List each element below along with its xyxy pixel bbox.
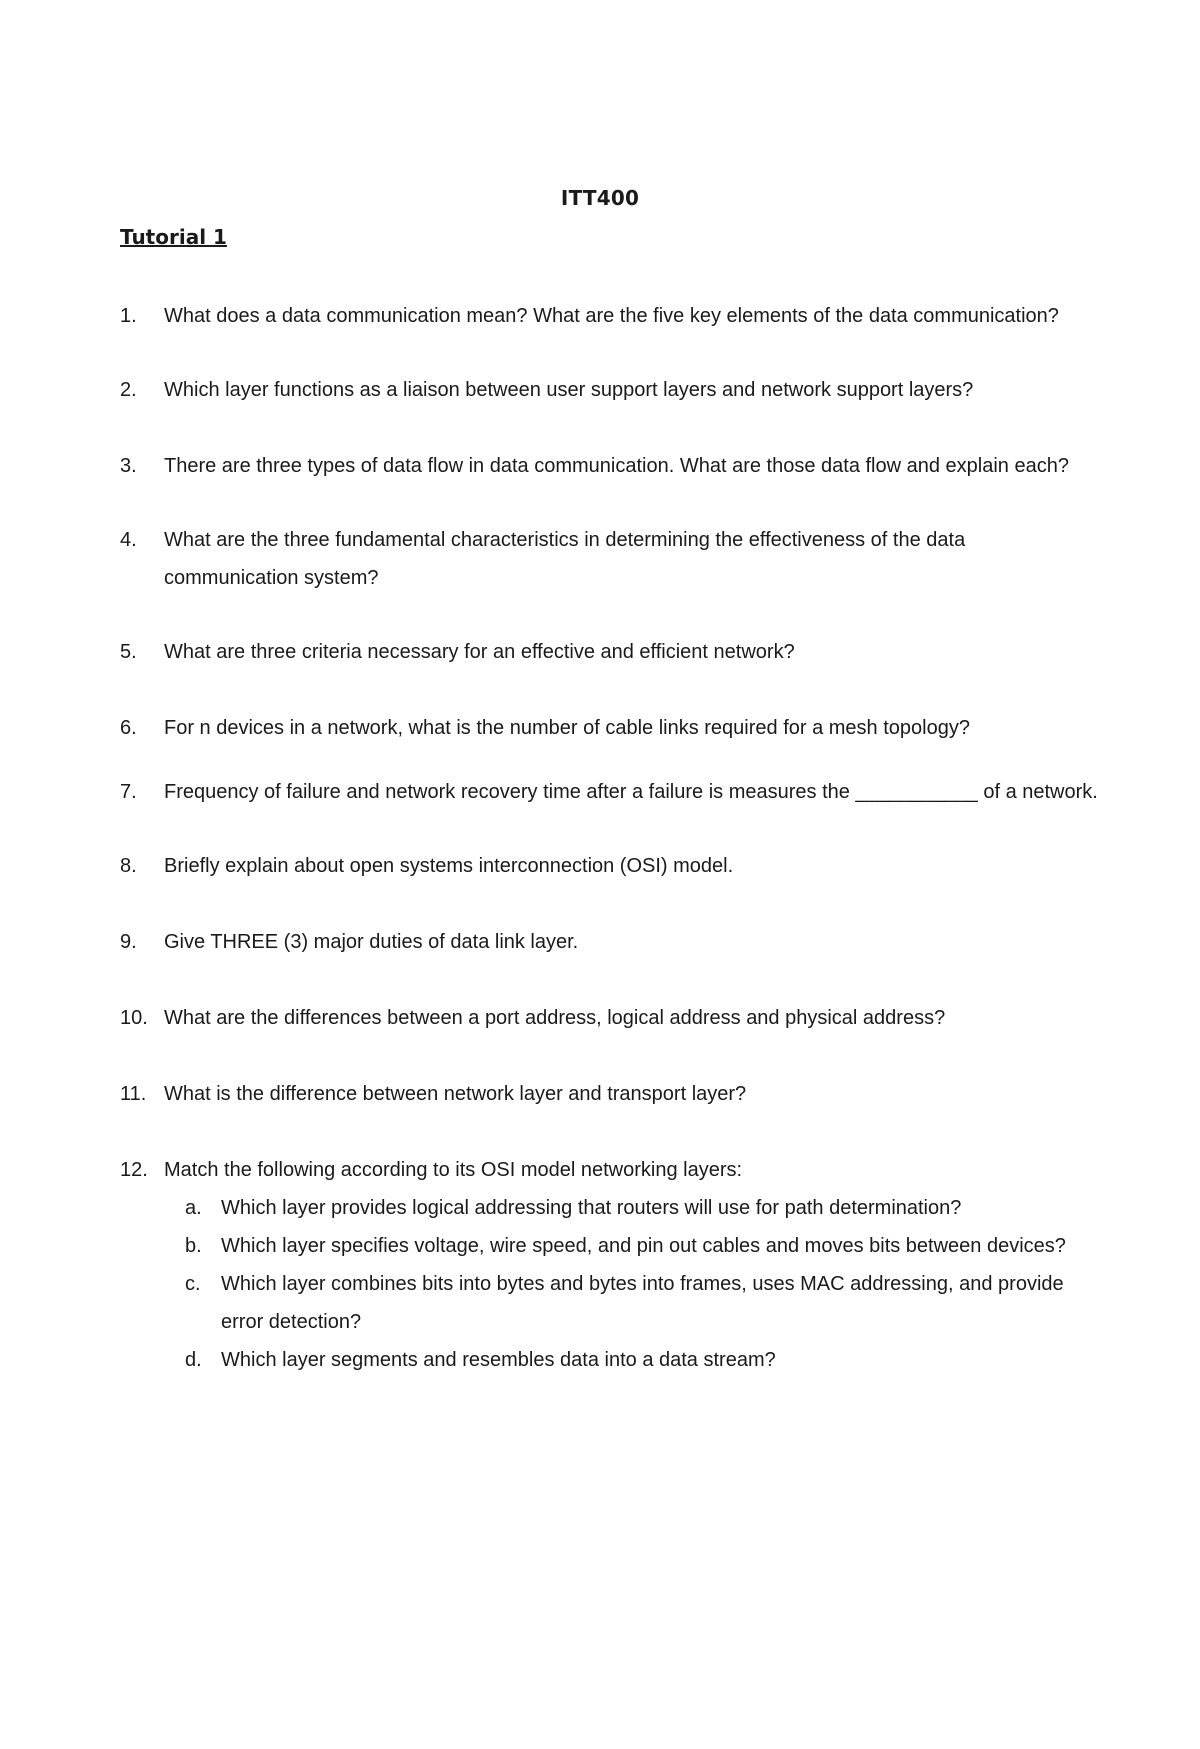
document-subtitle: Tutorial 1 [120,225,227,249]
question-text: What are the differences between a port address, logical address and physical address? [164,1007,946,1029]
question-item [120,521,1100,597]
question-number: 3. [120,455,137,477]
question-number: 10. [120,1007,148,1029]
question-list [120,297,1100,1379]
question-text: What is the difference between network layer and transport layer? [164,1083,747,1105]
question-text: Which layer functions as a liaison between user support layers and network support layers? [164,379,974,401]
question-number: 7. [120,781,137,803]
question-number: 11. [120,1083,147,1105]
subquestion-text: Which layer provides logical addressing that routers will use for path determination? [221,1197,962,1219]
question-item [120,297,1100,335]
question-number: 1. [120,305,137,327]
question-text: For n devices in a network, what is the number of cable links required for a mesh topology? [164,717,970,739]
question-item [120,1151,1100,1379]
question-text: What are the three fundamental characteristics in determining the effectiveness of the data communication system? [164,529,966,589]
subquestion-text: Which layer combines bits into bytes and bytes into frames, uses MAC addressing, and provide error detection? [221,1273,1064,1333]
question-item [120,1075,1100,1113]
question-item [120,923,1100,961]
question-number: 4. [120,529,137,551]
question-number: 9. [120,931,137,953]
subquestion-letter: a. [185,1197,202,1219]
question-number: 5. [120,641,137,663]
subquestion-text: Which layer specifies voltage, wire speed, and pin out cables and moves bits between devices? [221,1235,1066,1257]
subquestion-letter: c. [185,1273,201,1295]
question-number: 8. [120,855,137,877]
question-number: 12. [120,1159,148,1181]
question-item [120,709,1100,747]
question-item [120,371,1100,409]
question-item [120,633,1100,671]
subquestion-item [164,1265,1100,1341]
question-item [120,847,1100,885]
question-item [120,773,1100,811]
question-text: What are three criteria necessary for an effective and efficient network? [164,641,795,663]
subquestion-letter: d. [185,1349,202,1371]
document-title: ITT400 [560,186,640,210]
question-text: Match the following according to its OSI model networking layers: [164,1159,743,1181]
subquestion-letter: b. [185,1235,202,1257]
question-number: 2. [120,379,137,401]
question-text: There are three types of data flow in data communication. What are those data flow and explain each? [164,455,1069,477]
question-text: Briefly explain about open systems interconnection (OSI) model. [164,855,734,877]
subquestion-list [164,1189,1100,1379]
subquestion-item [164,1189,1100,1227]
question-item [120,447,1100,485]
subquestion-text: Which layer segments and resembles data into a data stream? [221,1349,776,1371]
question-text: Frequency of failure and network recovery time after a failure is measures the ___________ of a network. [164,781,1098,803]
subquestion-item [164,1227,1100,1265]
subquestion-item [164,1341,1100,1379]
question-number: 6. [120,717,137,739]
question-text: Give THREE (3) major duties of data link layer. [164,931,579,953]
question-item [120,999,1100,1037]
question-text: What does a data communication mean? What are the five key elements of the data communication? [164,305,1059,327]
